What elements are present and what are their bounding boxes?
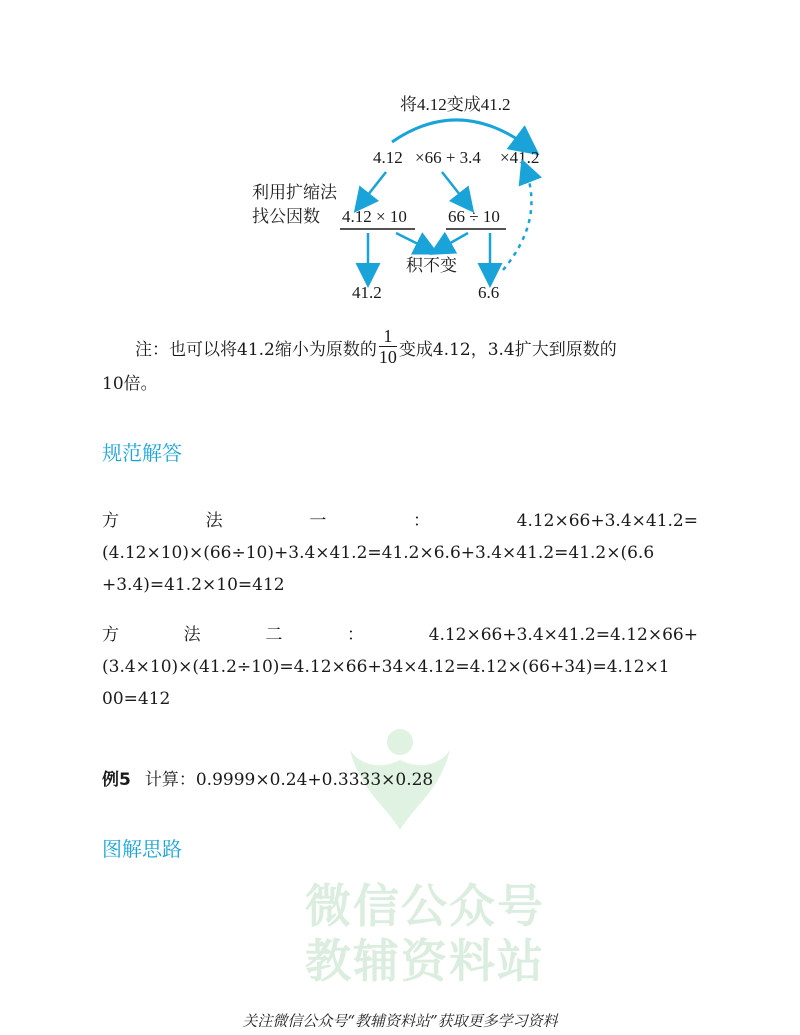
- arrow-right-to-center: [438, 233, 468, 250]
- fraction-numerator: 1: [383, 326, 393, 346]
- note-line2: 10倍。: [102, 374, 158, 394]
- method1-line1: [102, 505, 698, 538]
- example-line: [102, 764, 433, 797]
- method2-line2: (3.4×10)×(41.2÷10)=4.12×66+34×4.12=4.12×(66+34)=4.12×1: [102, 657, 670, 677]
- left-result: 41.2: [352, 283, 382, 302]
- method1-label-char-3: 一: [309, 511, 327, 531]
- note-text-after: 变成4.12，3.4扩大到原数的: [398, 340, 617, 360]
- arrow-to-right-factor: [442, 172, 468, 205]
- section-title-diagram: 图解思路: [102, 837, 182, 861]
- arrow-to-left-factor: [360, 172, 386, 205]
- right-result: 6.6: [478, 283, 500, 302]
- method2-label-char-4: ：: [346, 625, 364, 645]
- method1-label-char-4: ：: [412, 511, 430, 531]
- footer-text: 关注微信公众号“教辅资料站”获取更多学习资料: [242, 1012, 558, 1030]
- method1-line2: (4.12×10)×(66÷10)+3.4×41.2=41.2×6.6+3.4×41.2=41.2×(6.6: [102, 543, 655, 563]
- watermark-line1: 微信公众号: [305, 879, 545, 933]
- right-factor: 66 ÷ 10: [448, 207, 500, 226]
- method1-line3: +3.4)=41.2×10=412: [102, 575, 285, 595]
- expression-part-1: 4.12: [373, 148, 403, 167]
- method1-label-char-1: 方: [102, 511, 119, 531]
- method-label-line1: 利用扩缩法: [252, 183, 337, 202]
- method2-line3: 00=412: [102, 689, 171, 709]
- method2-line1: [102, 619, 698, 652]
- method2-label-char-1: 方: [102, 625, 119, 645]
- fraction-denominator: 10: [378, 347, 397, 367]
- note-line1: [135, 326, 617, 370]
- watermark-line2: 教辅资料站: [305, 934, 545, 988]
- expression-part-3: ×41.2: [500, 148, 540, 167]
- center-label: 积不变: [406, 256, 457, 275]
- solution-diagram: [0, 0, 800, 320]
- fraction-one-tenth: [379, 327, 397, 366]
- method-label-line2: 找公因数: [252, 207, 320, 226]
- expression-part-2: ×66 + 3.4: [415, 148, 481, 167]
- method2-first-line-tail: 4.12×66+3.4×41.2=4.12×66+: [428, 625, 698, 645]
- method2-label-char-2: 法: [183, 625, 201, 645]
- diagram-top-label: 将4.12变成41.2: [400, 95, 511, 114]
- section-title-answer: 规范解答: [102, 441, 182, 465]
- note-text-before: 注：也可以将41.2缩小为原数的: [135, 340, 377, 360]
- left-factor: 4.12 × 10: [342, 207, 407, 226]
- method1-label-char-2: 法: [205, 511, 223, 531]
- curved-arrow-top: [392, 120, 530, 148]
- arrow-left-to-center: [396, 233, 430, 250]
- dashed-arrow-right: [503, 168, 531, 270]
- example-text: 计算：0.9999×0.24+0.3333×0.28: [144, 770, 434, 790]
- method2-label-char-3: 二: [265, 625, 283, 645]
- example-label: 例5: [102, 770, 131, 790]
- method1-first-line-tail: 4.12×66+3.4×41.2=: [516, 511, 698, 531]
